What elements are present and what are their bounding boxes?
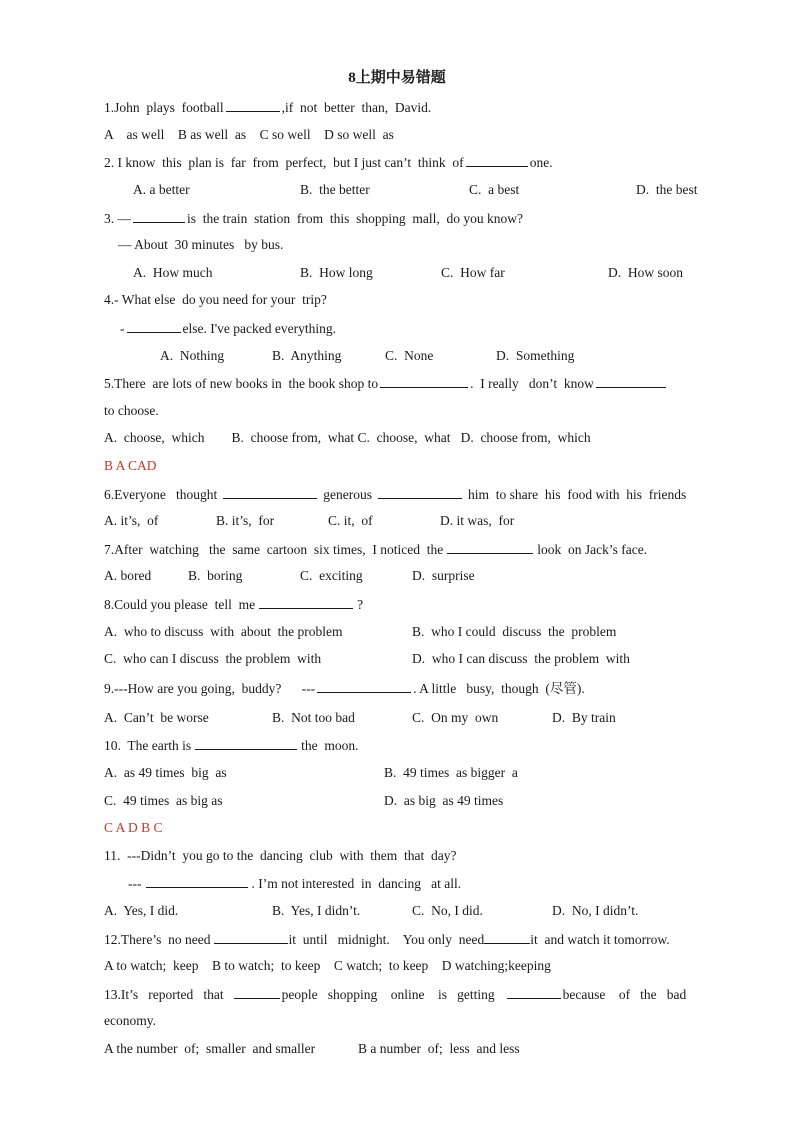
question-7-option-a: A. bored: [104, 568, 152, 583]
question-7-option-b: B. boring: [188, 568, 243, 583]
question-4-option-c: C. None: [385, 348, 434, 363]
question-6-option-c: C. it, of: [328, 513, 373, 528]
answer-blank: [378, 485, 462, 499]
question-4-option-d: D. Something: [496, 348, 575, 363]
question-13-option-b: B a number of; less and less: [358, 1041, 520, 1056]
question-2-option-b: B. the better: [300, 182, 370, 197]
question-6-option-a: A. it’s, of: [104, 513, 159, 528]
question-4-stem: 4.- What else do you need for your trip?: [104, 292, 327, 307]
question-4-option-a: A. Nothing: [160, 348, 225, 363]
question-6-option-b: B. it’s, for: [216, 513, 275, 528]
question-8-option-c: C. who can I discuss the problem with: [104, 651, 322, 666]
question-2-option-a: A. a better: [133, 182, 190, 197]
answer-blank: [484, 930, 530, 944]
question-9-option-c: C. On my own: [412, 710, 499, 725]
answer-blank: [195, 736, 297, 750]
question-11-option-b: B. Yes, I didn’t.: [272, 903, 361, 918]
question-3-option-c: C. How far: [441, 265, 505, 280]
question-9-option-d: D. By train: [552, 710, 616, 725]
question-5-stem: 5.There are lots of new books in the book shop to . I really don’t know: [104, 374, 668, 393]
question-11-reply: --- . I’m not interested in dancing at all.: [128, 876, 462, 891]
answer-blank: [234, 985, 280, 999]
question-9-option-b: B. Not too bad: [272, 710, 355, 725]
question-1-stem: 1.John plays football ,if not better than, David.: [104, 100, 432, 115]
question-8-option-a: A. who to discuss with about the problem: [104, 624, 343, 639]
question-2-stem: 2. I know this plan is far from perfect, but I just can’t think of one.: [104, 155, 553, 170]
question-10-option-a: A. as 49 times big as: [104, 765, 227, 780]
question-8-stem: 8.Could you please tell me ?: [104, 597, 364, 612]
question-4-option-b: B. Anything: [272, 348, 342, 363]
question-9-stem: 9.---How are you going, buddy? --- . A little busy, though (尽管).: [104, 681, 585, 696]
question-1-options: A as well B as well as C so well D so well as: [104, 127, 394, 142]
question-3-option-d: D. How soon: [608, 265, 684, 280]
answer-blank: [223, 485, 317, 499]
question-2-option-d: D. the best: [636, 182, 698, 197]
question-10-option-d: D. as big as 49 times: [384, 793, 504, 808]
question-3-reply: — About 30 minutes by bus.: [118, 237, 284, 252]
question-13-stem-continued: economy.: [104, 1013, 156, 1028]
question-8-option-d: D. who I can discuss the problem with: [412, 651, 630, 666]
question-13-stem: 13.It’s reported that people shopping online is getting because of the bad: [104, 987, 687, 1002]
question-12-stem: 12.There’s no need it until midnight. You only need it and watch it tomorrow.: [104, 932, 670, 947]
question-10-stem: 10. The earth is the moon.: [104, 738, 359, 753]
question-3-option-a: A. How much: [133, 265, 213, 280]
question-8-option-b: B. who I could discuss the problem: [412, 624, 617, 639]
question-5-options: A. choose, which B. choose from, what C. choose, what D. choose from, which: [104, 430, 591, 445]
question-7-option-d: D. surprise: [412, 568, 475, 583]
answer-blank: [380, 374, 468, 388]
question-11-stem: 11. ---Didn’t you go to the dancing club with them that day?: [104, 848, 457, 863]
answer-blank: [226, 98, 280, 112]
answer-blank: [447, 540, 533, 554]
answer-key-1: B A CAD: [104, 458, 157, 473]
answer-blank: [466, 153, 528, 167]
question-6-stem: 6.Everyone thought generous him to share his food with his friends: [104, 487, 687, 502]
answer-key-2: C A D B C: [104, 820, 163, 835]
question-3-option-b: B. How long: [300, 265, 373, 280]
question-11-option-d: D. No, I didn’t.: [552, 903, 639, 918]
answer-blank: [596, 374, 666, 388]
answer-blank: [133, 209, 185, 223]
question-10-option-c: C. 49 times as big as: [104, 793, 223, 808]
question-5-stem-continued: to choose.: [104, 403, 159, 418]
answer-blank: [127, 319, 181, 333]
question-7-stem: 7.After watching the same cartoon six times, I noticed the look on Jack’s face.: [104, 542, 648, 557]
question-11-option-c: C. No, I did.: [412, 903, 483, 918]
answer-blank: [259, 595, 353, 609]
page-title: 8上期中易错题: [348, 70, 446, 86]
question-12-options: A to watch; keep B to watch; to keep C watch; to keep D watching;keeping: [104, 958, 551, 973]
answer-blank: [214, 930, 288, 944]
question-6-option-d: D. it was, for: [440, 513, 515, 528]
answer-blank: [146, 874, 248, 888]
question-11-option-a: A. Yes, I did.: [104, 903, 179, 918]
question-2-option-c: C. a best: [469, 182, 520, 197]
question-7-option-c: C. exciting: [300, 568, 363, 583]
question-9-option-a: A. Can’t be worse: [104, 710, 209, 725]
question-3-stem: 3. — is the train station from this shopping mall, do you know?: [104, 211, 523, 226]
answer-blank: [507, 985, 561, 999]
question-13-option-a: A the number of; smaller and smaller: [104, 1041, 316, 1056]
question-4-reply: - else. I've packed everything.: [120, 321, 336, 336]
question-10-option-b: B. 49 times as bigger a: [384, 765, 518, 780]
answer-blank: [317, 679, 411, 693]
